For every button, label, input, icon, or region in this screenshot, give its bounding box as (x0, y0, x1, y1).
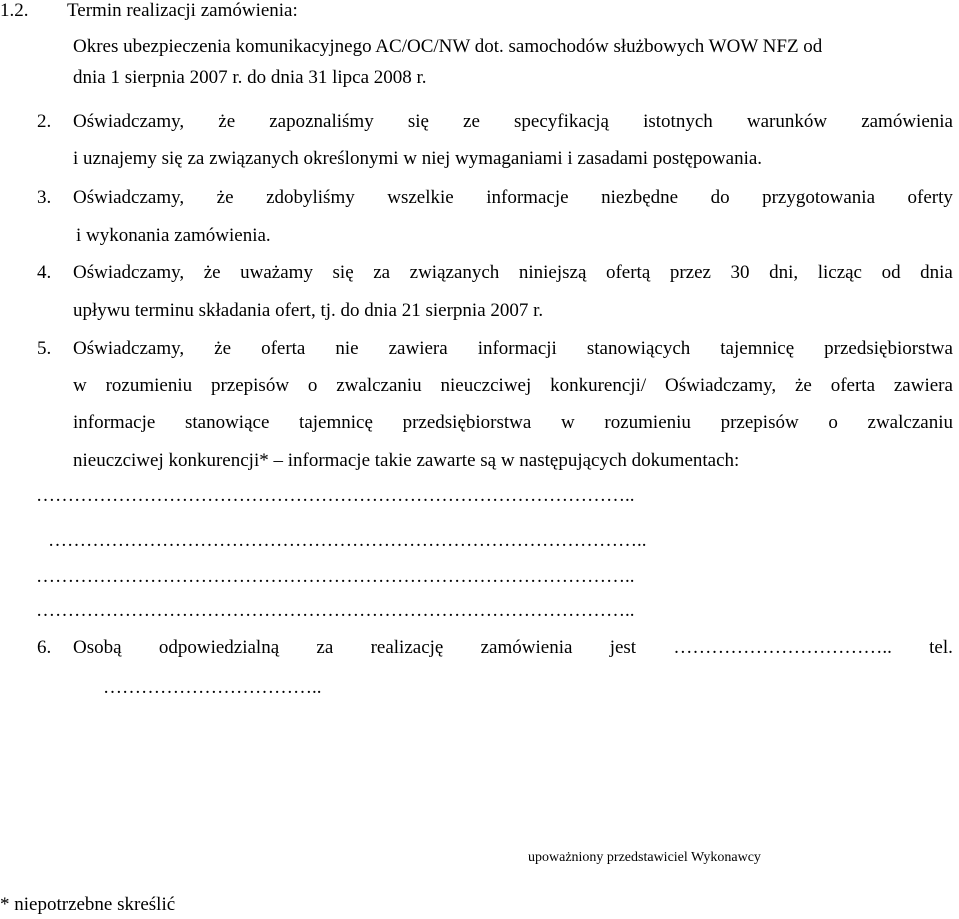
word: w (560, 412, 575, 433)
word: się (332, 262, 354, 283)
word: zawiera (388, 338, 448, 359)
word: w (73, 375, 87, 396)
dotted-fill-line: ………………………………………………………………………………….. (36, 566, 635, 587)
item-3-number: 3. (37, 187, 52, 208)
word: że (794, 375, 812, 396)
word: zawiera (893, 375, 953, 396)
word: oferta (261, 338, 306, 359)
word: przedsiębiorstwa (824, 338, 953, 359)
word: zapoznaliśmy (269, 111, 374, 132)
word: istotnych (643, 111, 713, 132)
word: zamówienia (861, 111, 953, 132)
item-6-line-1 (73, 637, 953, 659)
word: nieuczciwej (440, 375, 532, 396)
word: przepisów (720, 412, 799, 433)
item-3-line-1 (73, 187, 953, 209)
word: przygotowania (762, 187, 876, 208)
word: zamówienia (480, 637, 573, 658)
word: warunków (746, 111, 828, 132)
footnote: * niepotrzebne skreślić (0, 894, 176, 915)
word: informacje (73, 412, 156, 433)
word: Oświadczamy, (73, 187, 185, 208)
word: Osobą (73, 637, 122, 658)
word: stanowiące (184, 412, 270, 433)
item-3-line-2: i wykonania zamówienia. (76, 225, 271, 246)
item-2-number: 2. (37, 111, 52, 132)
word: wszelkie (387, 187, 454, 208)
word: do (710, 187, 730, 208)
word: niezbędne (601, 187, 679, 208)
section-1-2-line-1: Okres ubezpieczenia komunikacyjnego AC/OC/NW dot. samochodów służbowych WOW NFZ od (73, 36, 823, 57)
word: Oświadczamy, (664, 375, 777, 396)
word: uważamy (240, 262, 313, 283)
word: odpowiedzialną (158, 637, 280, 658)
word: 30 (730, 262, 750, 283)
word: tajemnicę (299, 412, 373, 433)
word: niniejszą (518, 262, 587, 283)
word: jest (609, 637, 637, 658)
dotted-fill-line: ………………………………………………………………………………….. (36, 485, 635, 506)
word: od (881, 262, 901, 283)
word: dnia (920, 262, 953, 283)
word: dni, (769, 262, 799, 283)
word: o (828, 412, 838, 433)
word: specyfikacją (514, 111, 609, 132)
item-4-line-2: upływu terminu składania ofert, tj. do dnia 21 sierpnia 2007 r. (73, 300, 544, 321)
word: Oświadczamy, (73, 111, 185, 132)
item-5-line-1 (73, 338, 953, 360)
word: się (407, 111, 429, 132)
word: Oświadczamy, (73, 262, 185, 283)
word: zwalczaniu (867, 412, 953, 433)
item-6-number: 6. (37, 637, 52, 658)
word: Oświadczamy, (73, 338, 185, 359)
dotted-fill-line: ………………………………………………………………………………….. (48, 530, 647, 551)
item-5-line-2 (73, 375, 953, 397)
word: za (316, 637, 334, 658)
word: że (216, 187, 234, 208)
word: konkurencji/ (550, 375, 647, 396)
word: oferty (907, 187, 953, 208)
item-4-line-1 (73, 262, 953, 284)
word: rozumieniu (604, 412, 691, 433)
word: że (218, 111, 236, 132)
word: rozumieniu (105, 375, 193, 396)
word: że (203, 262, 221, 283)
word: ze (463, 111, 480, 132)
word: informacji (477, 338, 557, 359)
item-2-line-2: i uznajemy się za związanych określonymi w niej wymaganiami i zasadami postępowania. (73, 148, 763, 169)
section-1-2-line-2: dnia 1 sierpnia 2007 r. do dnia 31 lipca 2008 r. (73, 67, 427, 88)
word: związanych (409, 262, 500, 283)
section-number-1-2: 1.2. (0, 0, 29, 21)
word: przez (669, 262, 711, 283)
word: przepisów (210, 375, 290, 396)
word: przedsiębiorstwa (402, 412, 532, 433)
item-2-line-1 (73, 111, 953, 133)
word: oferta (830, 375, 876, 396)
item-4-number: 4. (37, 262, 52, 283)
word: informacje (486, 187, 569, 208)
word: zwalczaniu (336, 375, 422, 396)
word: …………………………….. (673, 637, 892, 658)
word: ofertą (605, 262, 651, 283)
item-5-line-4: nieuczciwej konkurencji* – informacje takie zawarte są w następujących dokumentach: (73, 450, 740, 471)
section-heading-1-2: Termin realizacji zamówienia: (67, 0, 298, 21)
item-5-number: 5. (37, 338, 52, 359)
word: że (214, 338, 232, 359)
word: zdobyliśmy (266, 187, 355, 208)
item-6-line-2: …………………………….. (103, 677, 322, 698)
word: za (373, 262, 391, 283)
word: tajemnicę (720, 338, 795, 359)
signature-caption: upoważniony przedstawiciel Wykonawcy (528, 850, 761, 865)
item-5-line-3 (73, 412, 953, 434)
word: stanowiących (586, 338, 691, 359)
word: o (307, 375, 318, 396)
word: nie (335, 338, 359, 359)
word: realizację (370, 637, 444, 658)
word: tel. (929, 637, 953, 658)
dotted-fill-line: ………………………………………………………………………………….. (36, 600, 635, 621)
word: licząc (817, 262, 862, 283)
